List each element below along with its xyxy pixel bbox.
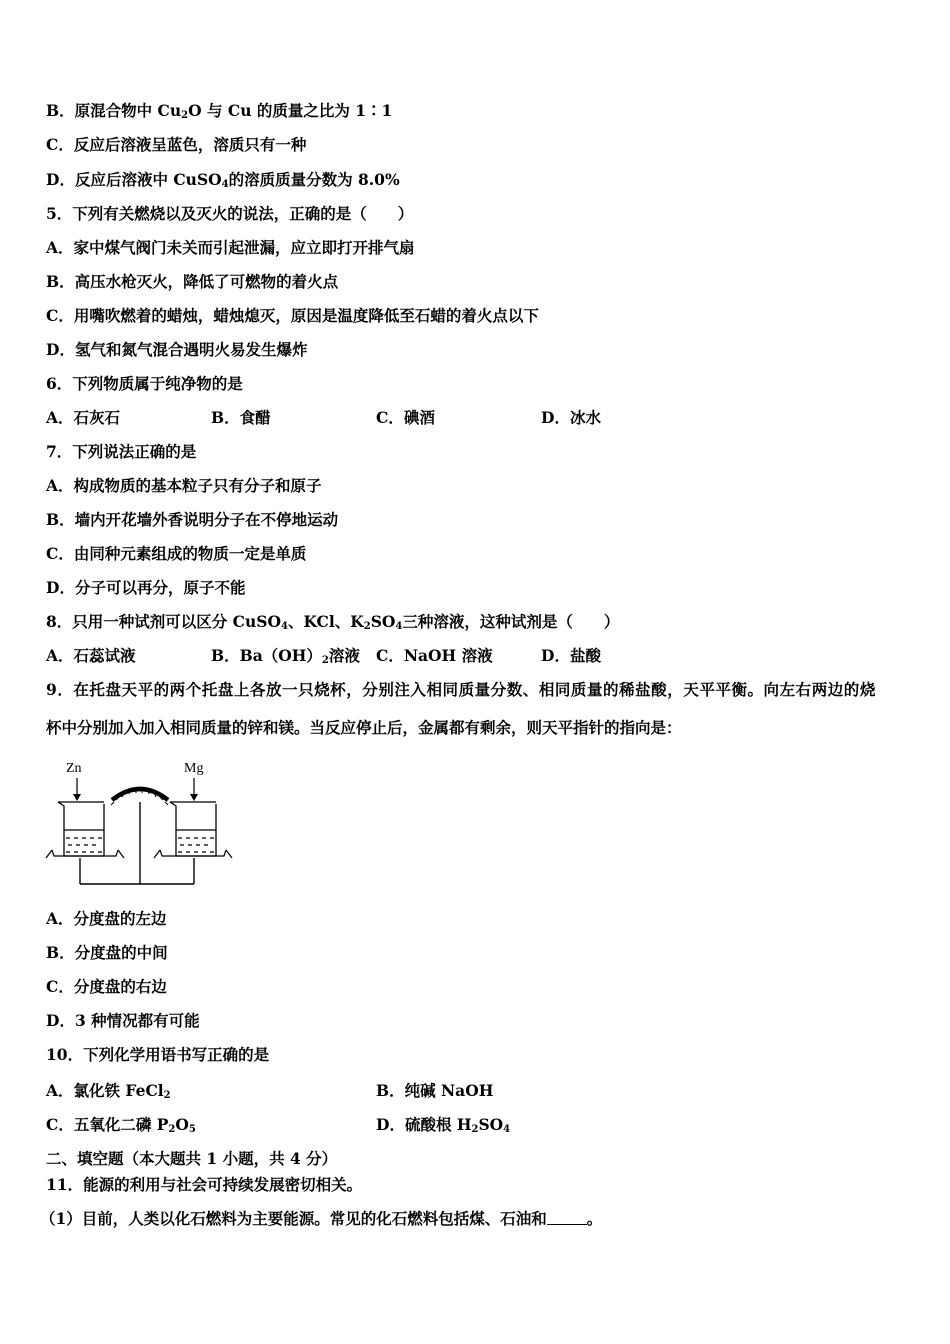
q7-option-a: A．构成物质的基本粒子只有分子和原子 [46, 476, 322, 495]
q6-option-a: A．石灰石 [46, 408, 121, 427]
q10-option-a: A．氯化铁 FeCl$_2$ [46, 1081, 171, 1101]
right-beaker [170, 802, 216, 856]
section-title: 二、填空题（本大题共 1 小题，共 4 分） [46, 1149, 338, 1168]
q10-stem: 10．下列化学用语书写正确的是 [46, 1045, 270, 1064]
q9-option-c: C．分度盘的右边 [46, 977, 167, 996]
q5-stem: 5．下列有关燃烧以及灭火的说法，正确的是（ ） [46, 204, 414, 223]
q7-option-d: D．分子可以再分，原子不能 [46, 578, 246, 597]
q4-option-c: C．反应后溶液呈蓝色，溶质只有一种 [46, 135, 307, 154]
mg-arrow [190, 778, 198, 801]
q10-option-b: B．纯碱 NaOH [376, 1081, 494, 1100]
q5-option-d: D．氢气和氮气混合遇明火易发生爆炸 [46, 340, 308, 359]
q7-option-b: B．墙内开花墙外香说明分子在不停地运动 [46, 510, 339, 529]
q8-stem: 8．只用一种试剂可以区分 CuSO$_4$、KCl、$K_2SO_4$三种溶液，这种试剂是（ ） [46, 612, 620, 632]
q10-option-c: C．五氧化二磷 $P_2O_5$ [46, 1115, 196, 1135]
q8-option-b: B．$Ba(OH)_2$溶液 [211, 646, 360, 666]
left-beaker [58, 802, 104, 856]
q6-option-c: C．碘酒 [376, 408, 435, 427]
q9-stem-line1: 9．在托盘天平的两个托盘上各放一只烧杯，分别注入相同质量分数、相同质量的稀盐酸，天平平衡。向左右两边的烧 [46, 680, 876, 699]
q10-option-d: D．硫酸根 $H_2SO_4$ [376, 1115, 511, 1135]
q6-option-d: D．冰水 [541, 408, 601, 427]
left-pan [46, 850, 124, 858]
zn-label: Zn [66, 761, 82, 776]
q7-stem: 7．下列说法正确的是 [46, 442, 197, 461]
balance-diagram [44, 758, 234, 888]
q4-option-b: B．原混合物中 $Cu_2O$ 与 Cu 的质量之比为 1∶1 [46, 101, 393, 121]
q5-option-c: C．用嘴吹燃着的蜡烛，蜡烛熄灭，原因是温度降低至石蜡的着火点以下 [46, 306, 539, 325]
q11-part1: （1）目前，人类以化石燃料为主要能源。常见的化石燃料包括煤、石油和 。 [40, 1209, 603, 1228]
q5-option-b: B．高压水枪灭火，降低了可燃物的着火点 [46, 272, 339, 291]
q4-option-d: D．反应后溶液中 CuSO$_4$的溶质质量分数为 8.0% [46, 170, 400, 190]
q5-option-a: A．家中煤气阀门未关而引起泄漏，应立即打开排气扇 [46, 238, 415, 257]
q9-stem-line2: 杯中分别加入加入相同质量的锌和镁。当反应停止后，金属都有剩余，则天平指针的指向是： [46, 718, 682, 737]
q6-option-b: B．食醋 [211, 408, 271, 427]
q6-stem: 6．下列物质属于纯净物的是 [46, 374, 243, 393]
q7-option-c: C．由同种元素组成的物质一定是单质 [46, 544, 307, 563]
q8-option-c: C．NaOH 溶液 [376, 646, 493, 665]
zn-arrow [73, 778, 81, 801]
mg-label: Mg [184, 761, 204, 776]
right-pan [154, 850, 232, 858]
q8-option-d: D．盐酸 [541, 646, 601, 665]
q8-option-a: A．石蕊试液 [46, 646, 136, 665]
q9-option-a: A．分度盘的左边 [46, 909, 167, 928]
q9-option-b: B．分度盘的中间 [46, 943, 168, 962]
q11-stem: 11．能源的利用与社会可持续发展密切相关。 [46, 1175, 363, 1194]
balance-stand [80, 858, 194, 884]
q9-option-d: D．3 种情况都有可能 [46, 1011, 200, 1030]
answer-blank[interactable] [547, 1210, 587, 1225]
